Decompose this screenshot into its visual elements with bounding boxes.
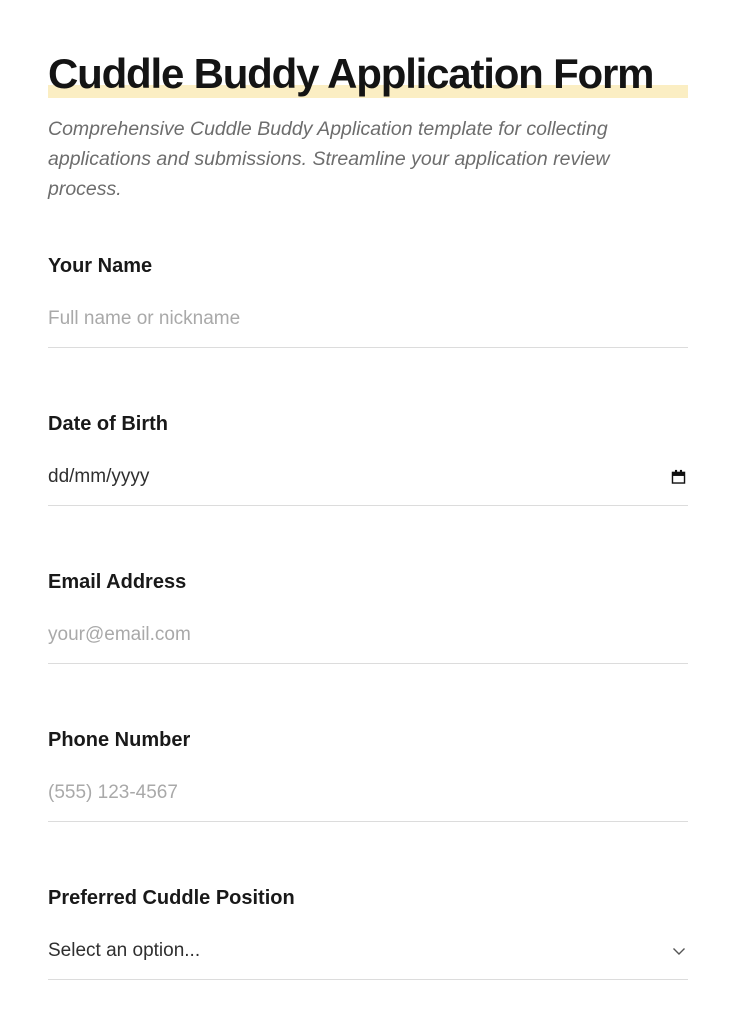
email-input-wrap: [48, 606, 688, 664]
calendar-icon[interactable]: [670, 469, 687, 486]
email-input[interactable]: [48, 606, 688, 664]
your-name-input-wrap: [48, 290, 688, 348]
email-address-label: Email Address: [48, 571, 187, 593]
name-input[interactable]: [48, 290, 688, 348]
form-fields: [48, 252, 688, 980]
field-email-address: [48, 568, 688, 664]
phone-number-label: Phone Number: [48, 729, 191, 751]
phone-input[interactable]: [48, 764, 688, 822]
date-of-birth-input[interactable]: [48, 448, 688, 506]
page-title: Cuddle Buddy Application Form: [48, 50, 654, 97]
date-of-birth-input-wrap: [48, 448, 688, 506]
field-phone-number: [48, 726, 688, 822]
cuddle-position-select[interactable]: [48, 922, 688, 980]
your-name-label: Your Name: [48, 255, 153, 277]
field-your-name: [48, 252, 688, 348]
page-description: Comprehensive Cuddle Buddy Application template for collecting applications and submissions. Streamline your application review process.: [48, 118, 610, 200]
cuddle-position-select-wrap: [48, 922, 688, 980]
field-date-of-birth: [48, 410, 688, 506]
date-of-birth-label: Date of Birth: [48, 413, 168, 435]
field-preferred-cuddle-position: [48, 884, 688, 980]
preferred-cuddle-position-label: Preferred Cuddle Position: [48, 887, 295, 909]
phone-input-wrap: [48, 764, 688, 822]
